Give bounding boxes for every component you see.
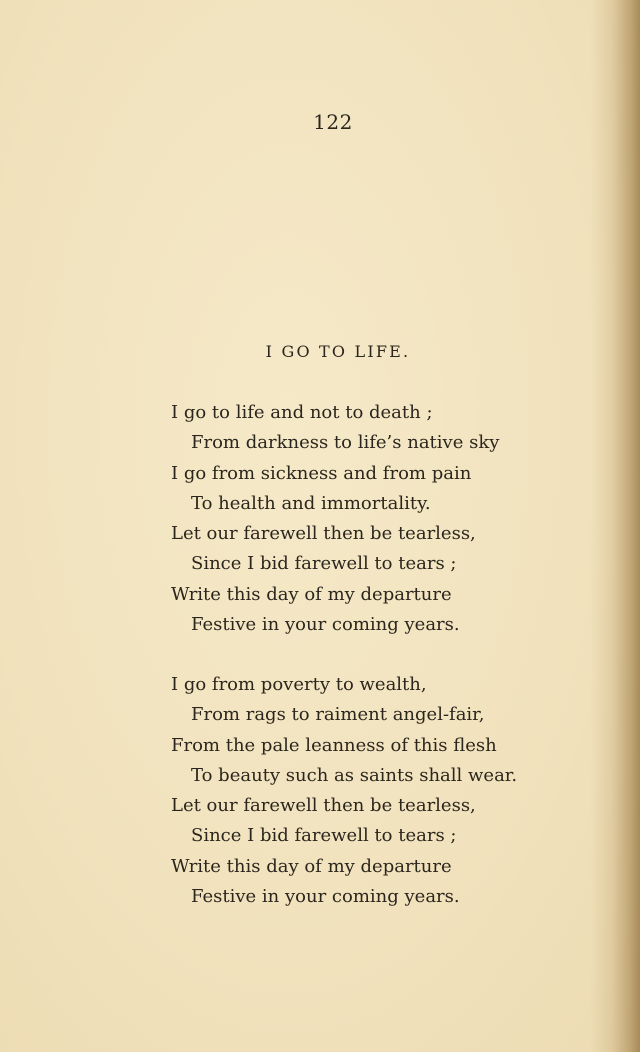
- stanza-1: [0, 398, 640, 640]
- poem-line: Festive in your coming years.: [191, 886, 460, 908]
- poem-line: From darkness to life’s native sky: [191, 432, 500, 454]
- poem-line: From the pale leanness of this flesh: [171, 734, 497, 756]
- poem-line: I go from poverty to wealth,: [171, 674, 427, 695]
- poem-line: To beauty such as saints shall wear.: [191, 764, 518, 786]
- page-number: 122: [313, 110, 353, 134]
- poem-line: Let our farewell then be tearless,: [171, 795, 476, 817]
- poem-line: I go to life and not to death ;: [171, 402, 433, 423]
- poem-line: To health and immortality.: [191, 492, 431, 514]
- poem-line: Write this day of my departure: [171, 583, 452, 605]
- poem-line: From rags to raiment angel-fair,: [191, 704, 485, 726]
- stanza-2: [0, 670, 640, 912]
- poem-line: I go from sickness and from pain: [171, 462, 472, 484]
- poem-line: Festive in your coming years.: [191, 614, 460, 636]
- poem-title: I GO TO LIFE.: [265, 342, 411, 361]
- poem-line: Since I bid farewell to tears ;: [191, 553, 457, 575]
- poem-line: Let our farewell then be tearless,: [171, 523, 476, 545]
- poem-line: Since I bid farewell to tears ;: [191, 825, 457, 847]
- poem-line: Write this day of my departure: [171, 855, 452, 877]
